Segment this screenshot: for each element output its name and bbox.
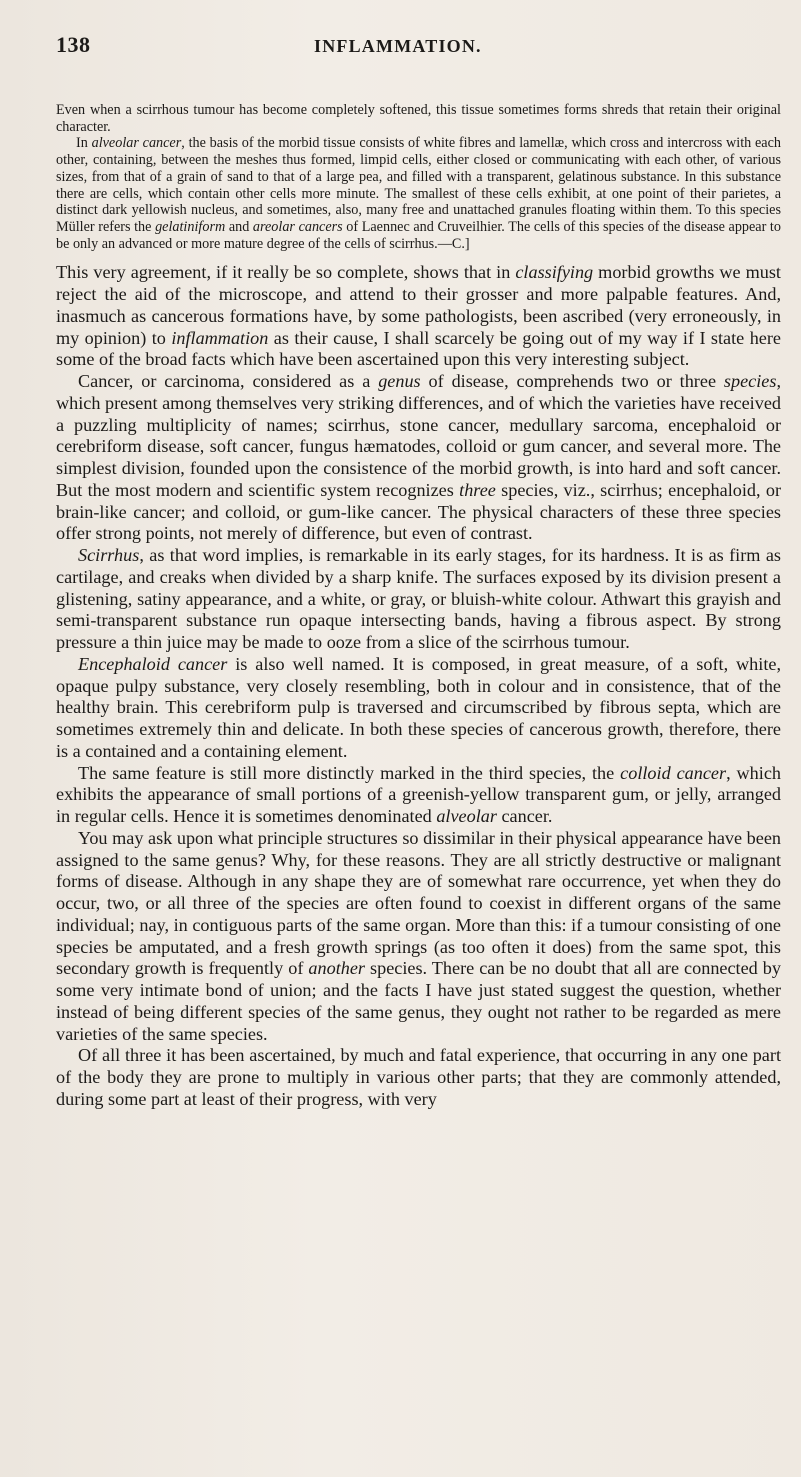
- body-paragraph: Scirrhus, as that word implies, is remarkable in its early stages, for its hardness. It is as firm as cartilage, and creaks when divided by a sharp knife. The surfaces exposed by its division present a glistening, satiny appearance, and a white, or gray, or bluish-white colour. Athwart this grayish and semi-transparent substance run opaque intersecting bands, having a fibrous aspect. By strong pressure a thin juice may be made to ooze from a slice of the scirrhous tumour.: [56, 545, 781, 653]
- body-paragraph: Encephaloid cancer is also well named. It is composed, in great measure, of a soft, white, opaque pulpy substance, very closely resembling, both in colour and in consistence, that of the healthy brain. This cerebriform pulp is traversed and circumscribed by fibrous septa, which are sometimes extremely thin and delicate. In both these species of cancerous growth, therefore, there is a contained and a containing element.: [56, 653, 781, 761]
- page-header: [56, 32, 781, 80]
- note-paragraph: Even when a scirrhous tumour has become completely softened, this tissue sometimes forms shreds that retain their original character.: [56, 102, 781, 135]
- body-paragraph: Cancer, or carcinoma, considered as a genus of disease, comprehends two or three species, which present among themselves very striking differences, and of which the varieties have received a puzzling multiplicity of names; scirrhus, stone cancer, medullary sarcoma, encephaloid or cerebriform disease, soft cancer, fungus hæmatodes, colloid or gum cancer, and several more. The simplest division, founded upon the consistence of the morbid growth, is into hard and soft cancer. But the most modern and scientific system recognizes three species, viz., scirrhus; encephaloid, or brain-like cancer; and colloid, or gum-like cancer. The physical characters of these three species offer strong points, not merely of difference, but even of contrast.: [56, 371, 782, 544]
- page-number: 138: [56, 32, 91, 57]
- note-paragraph: In alveolar cancer, the basis of the morbid tissue consists of white fibres and lamellæ, which cross and intercross with each other, containing, between the meshes thus formed, limpid cells, either closed or communicating with each other, of various sizes, from that of a grain of sand to that of a large pea, and filled with a transparent, gelatinous substance. In this substance there are cells, which contain other cells more minute. The smallest of these cells exhibit, at one point of their parietes, a distinct dark yellowish nucleus, and sometimes, also, many free and unattached granules floating within them. To this species Müller refers the gelatiniform and areolar cancers of Laennec and Cruveilhier. The cells of this species of the disease appear to be only an advanced or more mature degree of the cells of scirrhus.—C.]: [56, 135, 781, 252]
- body-paragraph: You may ask upon what principle structures so dissimilar in their physical appearance have been assigned to the same genus? Why, for these reasons. They are all strictly destructive or malignant forms of disease. Although in any shape they are of somewhat rare occurrence, yet when they do occur, two, or all three of the species are often found to coexist in different organs of the same individual; nay, in contiguous parts of the same organ. More than this: if a tumour consisting of one species be amputated, and a fresh growth springs (as too often it does) from the same spot, this secondary growth is frequently of another species. There can be no doubt that all are connected by some very intimate bond of union; and the facts I have just stated suggest the question, whether instead of being different species of the same genus, they ought not rather to be regarded as mere varieties of the same species.: [56, 827, 781, 1044]
- body-paragraph: The same feature is still more distinctly marked in the third species, the colloid cancer, which exhibits the appearance of small portions of a greenish-yellow transparent gum, or jelly, arranged in regular cells. Hence it is sometimes denominated alveolar cancer.: [56, 762, 781, 827]
- body-text: [56, 262, 781, 1110]
- body-paragraph: This very agreement, if it really be so complete, shows that in classifying morbid growths we must reject the aid of the microscope, and attend to their grosser and more palpable features. And, inasmuch as cancerous formations have, by some pathologists, been ascribed (very erroneously, in my opinion) to inflammation as their cause, I shall scarcely be going out of my way if I state here some of the broad facts which have been ascertained upon this very interesting subject.: [56, 262, 781, 370]
- body-paragraph: Of all three it has been ascertained, by much and fatal experience, that occurring in any one part of the body they are prone to multiply in various other parts; that they are commonly attended, during some part at least of their progress, with very: [56, 1045, 781, 1109]
- running-title: INFLAMMATION.: [314, 36, 482, 56]
- footnote-block: [56, 102, 781, 252]
